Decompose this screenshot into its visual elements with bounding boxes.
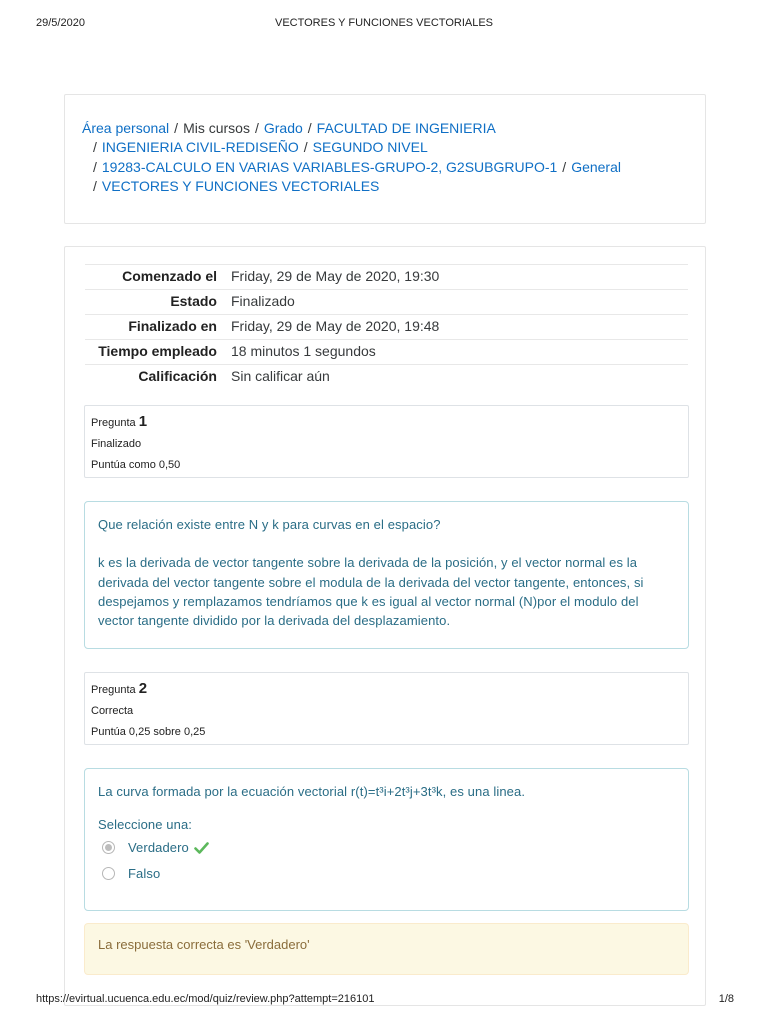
radio-verdadero[interactable]: [102, 841, 115, 854]
summary-row: [85, 315, 688, 340]
breadcrumb-course[interactable]: 19283-CALCULO EN VARIAS VARIABLES-GRUPO-2, G2SUBGRUPO-1: [101, 158, 558, 175]
breadcrumb-general[interactable]: General: [571, 158, 621, 175]
summary-label: Estado: [170, 293, 217, 309]
print-page-count: 1/8: [718, 993, 734, 1005]
print-date: 29/5/2020: [36, 17, 85, 29]
summary-label: Tiempo empleado: [98, 343, 217, 359]
summary-label: Finalizado en: [128, 318, 217, 334]
question-prefix: Pregunta: [91, 417, 136, 429]
question-grade: Puntúa 0,25 sobre 0,25: [91, 726, 206, 738]
summary-label: Comenzado el: [122, 268, 217, 284]
quiz-review-card: [64, 246, 706, 1006]
question-grade: Puntúa como 0,50: [91, 459, 181, 471]
question-number: 1: [138, 413, 148, 430]
print-title: VECTORES Y FUNCIONES VECTORIALES: [274, 17, 494, 29]
summary-value: 18 minutos 1 segundos: [231, 343, 376, 359]
breadcrumb-facultad[interactable]: FACULTAD DE INGENIERIA: [316, 120, 496, 136]
summary-row: [85, 365, 688, 390]
breadcrumb-grado[interactable]: Grado: [263, 120, 303, 136]
answer-prompt: Seleccione una:: [98, 817, 193, 833]
question-1-content: [84, 501, 689, 649]
question-prefix: Pregunta: [91, 684, 136, 696]
summary-row: [85, 265, 688, 290]
summary-row: [85, 340, 688, 365]
option-label: Verdadero: [128, 840, 189, 856]
breadcrumb: Área personal / Mis cursos / Grado / FACULTAD DE INGENIERIA / INGENIERIA CIVIL-REDISEÑO / SEGUNDO NIVEL / 19283-CALCULO EN VARIAS VARIABLES-GRUPO-2, G2SUBGRUPO-1 / General / VECTORES Y FUNCIONES VECTORIALES: [82, 120, 621, 194]
question-answer: k es la derivada de vector tangente sobre la derivada de la posición, y el vector normal es la derivada del vector tangente sobre el modula de la derivada del vector tangente, entonces, si despejamos y remplazamos tendríamos que k es igual al vector normal (N)por el modulo del vector tangente dividido por la derivada del desplazamiento.: [98, 555, 644, 629]
print-url: https://evirtual.ucuenca.edu.ec/mod/quiz/review.php?attempt=216101: [36, 993, 375, 1005]
question-text: Que relación existe entre N y k para curvas en el espacio?: [98, 517, 441, 532]
question-1-info: [84, 405, 689, 478]
option-verdadero[interactable]: [98, 835, 675, 861]
attempt-summary-table: [85, 264, 688, 389]
breadcrumb-area-personal[interactable]: Área personal: [82, 120, 170, 136]
option-label: Falso: [128, 866, 161, 882]
question-2-feedback: La respuesta correcta es 'Verdadero': [84, 923, 689, 975]
summary-value: Friday, 29 de May de 2020, 19:30: [231, 268, 440, 284]
summary-row: [85, 290, 688, 315]
breadcrumb-ingenieria-civil[interactable]: INGENIERIA CIVIL-REDISEÑO: [101, 139, 299, 156]
option-falso[interactable]: [98, 861, 675, 887]
summary-value: Sin calificar aún: [231, 368, 330, 384]
question-2-info: [84, 672, 689, 745]
question-state: Correcta: [91, 705, 134, 717]
radio-falso[interactable]: [102, 867, 115, 880]
check-icon: [194, 842, 209, 854]
summary-value: Friday, 29 de May de 2020, 19:48: [231, 318, 440, 334]
breadcrumb-mis-cursos: Mis cursos: [183, 120, 250, 136]
summary-label: Calificación: [138, 368, 217, 384]
question-number: 2: [138, 680, 148, 697]
breadcrumb-quiz[interactable]: VECTORES Y FUNCIONES VECTORIALES: [101, 177, 380, 194]
question-2-content: [84, 768, 689, 911]
breadcrumb-segundo-nivel[interactable]: SEGUNDO NIVEL: [312, 139, 428, 156]
question-state: Finalizado: [91, 438, 142, 450]
breadcrumb-card: [64, 94, 706, 224]
question-text: La curva formada por la ecuación vectorial r(t)=t³i+2t³j+3t³k, es una linea.: [98, 784, 526, 799]
summary-value: Finalizado: [231, 293, 295, 309]
